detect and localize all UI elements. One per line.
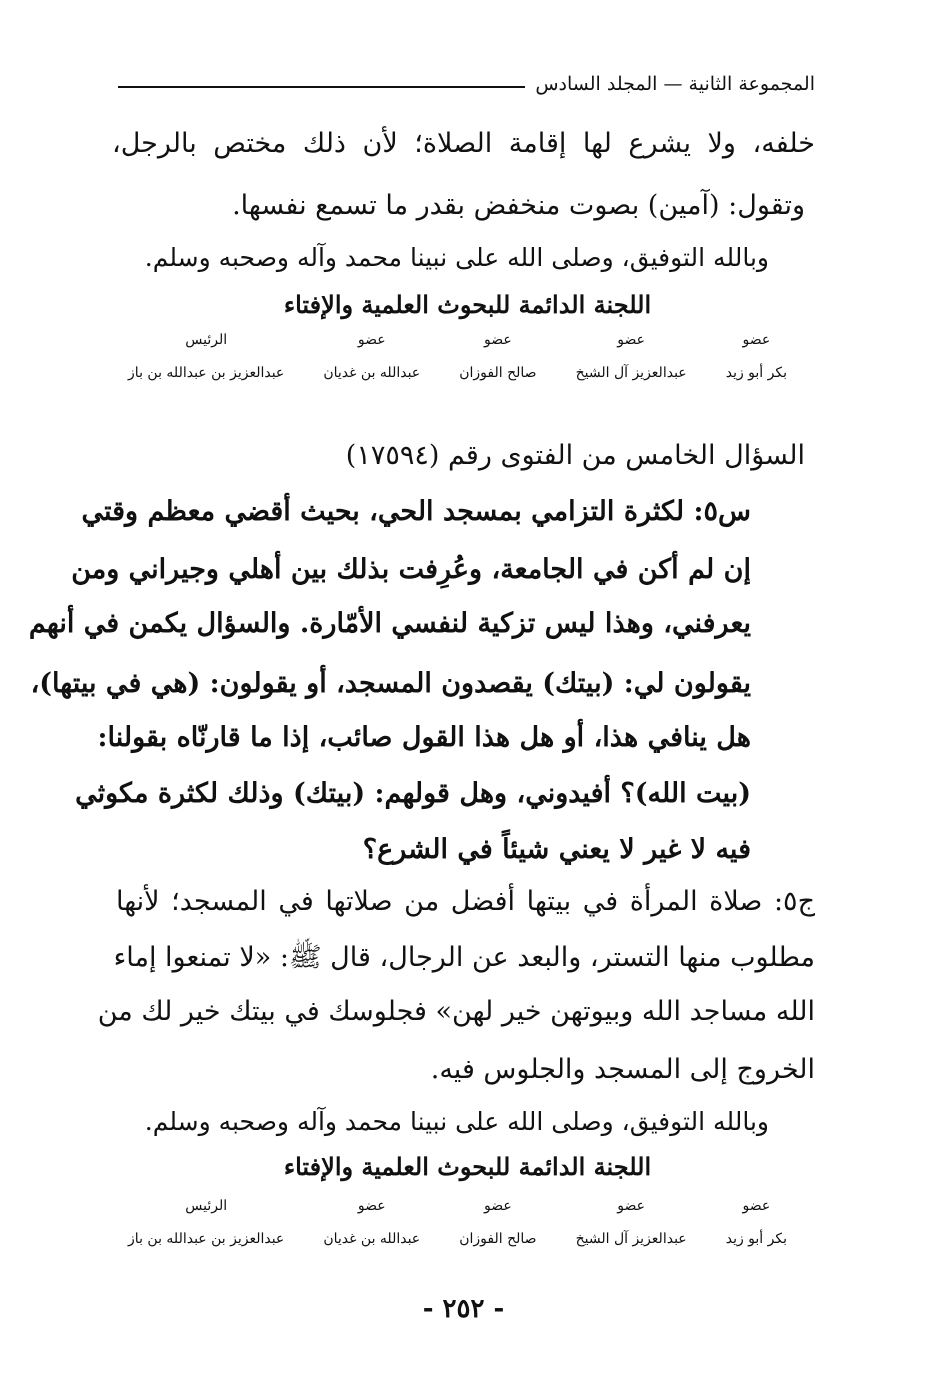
question-line: يعرفني، وهذا ليس تزكية لنفسي الأمّارة. والسؤال يكمن في أنهم [28, 608, 751, 639]
signatory-role: الرئيس [185, 332, 228, 348]
answer-line: الله مساجد الله وبيوتهن خير لهن» فجلوسك في بيتك خير لك من [97, 996, 815, 1027]
question-line: هل ينافي هذا، أو هل هذا القول صائب، إذا ما قارنّاه بقولنا: [97, 722, 751, 753]
question-line: س٥: لكثرة التزامي بمسجد الحي، بحيث أقضي معظم وقتي [81, 496, 751, 527]
signatory-name: عبدالعزيز بن عبدالله بن باز [128, 365, 285, 381]
signatory-name: عبدالله بن غديان [323, 1231, 421, 1247]
answer-line: الخروج إلى المسجد والجلوس فيه. [430, 1054, 815, 1085]
closing-line: وبالله التوفيق، وصلى الله على نبينا محمد وآله وصحبه وسلم. [144, 1107, 769, 1136]
signatory-role: عضو [617, 332, 645, 348]
signatory-name: صالح الفوزان [459, 365, 537, 381]
signatory [459, 330, 536, 384]
signatory [726, 1196, 787, 1250]
signatory-name: عبدالعزيز آل الشيخ [575, 1231, 687, 1247]
signatory-role: عضو [357, 332, 386, 348]
question-line: فيه لا غير لا يعني شيئاً في الشرع؟ [362, 834, 751, 865]
signatory-role: عضو [484, 332, 512, 348]
committee-title: اللجنة الدائمة للبحوث العلمية والإفتاء [283, 290, 652, 319]
page-number: - ٢٥٢ - [422, 1294, 505, 1324]
signatory [128, 330, 284, 384]
fatwa-heading: السؤال الخامس من الفتوى رقم (١٧٥٩٤) [345, 440, 805, 471]
signatory [323, 1196, 420, 1250]
committee-title: اللجنة الدائمة للبحوث العلمية والإفتاء [283, 1152, 652, 1181]
running-header [118, 64, 815, 104]
signatory-role: عضو [742, 332, 771, 348]
answer-line: مطلوب منها التستر، والبعد عن الرجال، قال ﷺ: «لا تمنعوا إماء [113, 942, 815, 973]
signatory [726, 330, 787, 384]
signatory-role: الرئيس [185, 1198, 228, 1214]
answer-line: ج٥: صلاة المرأة في بيتها أفضل من صلاتها في المسجد؛ لأنها [116, 886, 815, 917]
signatory-role: عضو [357, 1198, 386, 1214]
signatory [323, 330, 420, 384]
signatory [128, 1196, 284, 1250]
signatory-name: بكر أبو زيد [725, 1231, 787, 1247]
header-rule [118, 86, 525, 88]
signatory [459, 1196, 536, 1250]
question-line: (بيت الله)؟ أفيدوني، وهل قولهم: (بيتك) وذلك لكثرة مكوثي [75, 778, 751, 809]
signatory [576, 1196, 687, 1250]
signature-block [128, 330, 787, 384]
signatory-role: عضو [484, 1198, 512, 1214]
question-line: يقولون لي: (بيتك) يقصدون المسجد، أو يقولون: (هي في بيتها)، [30, 668, 751, 699]
paragraph-line: وتقول: (آمين) بصوت منخفض بقدر ما تسمع نفسها. [232, 190, 805, 221]
signature-block [128, 1196, 787, 1250]
signatory-name: عبدالله بن غديان [323, 365, 421, 381]
question-line: إن لم أكن في الجامعة، وعُرِفت بذلك بين أهلي وجيراني ومن [71, 554, 751, 585]
closing-line: وبالله التوفيق، وصلى الله على نبينا محمد وآله وصحبه وسلم. [144, 243, 769, 272]
paragraph-line: خلفه، ولا يشرع لها إقامة الصلاة؛ لأن ذلك مختص بالرجل، [112, 128, 815, 159]
signatory-name: بكر أبو زيد [725, 365, 787, 381]
signatory-name: صالح الفوزان [459, 1231, 537, 1247]
signatory-role: عضو [617, 1198, 645, 1214]
signatory [576, 330, 687, 384]
signatory-name: عبدالعزيز آل الشيخ [575, 365, 687, 381]
header-title: المجموعة الثانية — المجلد السادس [535, 73, 815, 95]
signatory-role: عضو [742, 1198, 771, 1214]
signatory-name: عبدالعزيز بن عبدالله بن باز [128, 1231, 285, 1247]
